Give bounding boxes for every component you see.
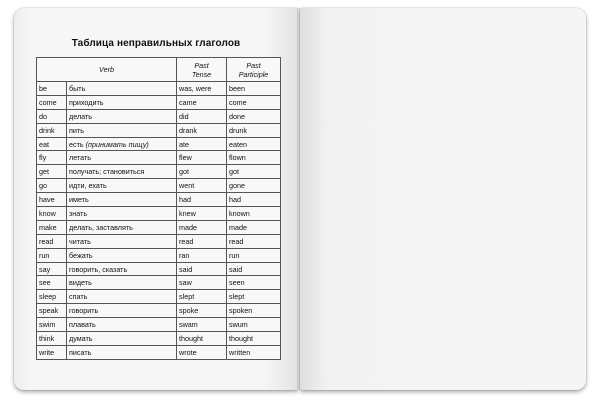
table-row bbox=[37, 137, 281, 151]
cell-translation bbox=[67, 248, 177, 262]
table-row bbox=[37, 207, 281, 221]
irregular-verbs-table bbox=[36, 57, 281, 360]
cell-infinitive: go bbox=[37, 179, 67, 193]
cell-past-participle: slept bbox=[227, 290, 281, 304]
table-row bbox=[37, 304, 281, 318]
cell-translation bbox=[67, 123, 177, 137]
cell-past-participle: been bbox=[227, 82, 281, 96]
translation-text: идти, ехать bbox=[69, 181, 107, 191]
cell-translation bbox=[67, 220, 177, 234]
cell-translation bbox=[67, 193, 177, 207]
cell-infinitive: have bbox=[37, 193, 67, 207]
cell-infinitive: fly bbox=[37, 151, 67, 165]
cell-infinitive: be bbox=[37, 82, 67, 96]
translation-text: есть bbox=[69, 139, 86, 149]
right-page bbox=[300, 8, 586, 390]
cell-past-tense: ate bbox=[177, 137, 227, 151]
cell-past-tense: drank bbox=[177, 123, 227, 137]
header-past-participle-line1: Past bbox=[246, 60, 261, 70]
cell-past-tense: was, were bbox=[177, 82, 227, 96]
translation-text: говорить bbox=[69, 306, 99, 316]
cell-past-participle: drunk bbox=[227, 123, 281, 137]
cell-translation bbox=[67, 207, 177, 221]
cell-past-participle: got bbox=[227, 165, 281, 179]
cell-past-tense: wrote bbox=[177, 345, 227, 359]
header-past-tense bbox=[177, 58, 227, 82]
translation-text: делать bbox=[69, 111, 93, 121]
table-row bbox=[37, 95, 281, 109]
cell-past-participle: swum bbox=[227, 318, 281, 332]
cell-past-tense: flew bbox=[177, 151, 227, 165]
table-row bbox=[37, 276, 281, 290]
cell-past-tense: saw bbox=[177, 276, 227, 290]
cell-past-tense: did bbox=[177, 109, 227, 123]
left-page bbox=[14, 8, 298, 390]
cell-translation bbox=[67, 151, 177, 165]
cell-translation bbox=[67, 95, 177, 109]
cell-translation bbox=[67, 234, 177, 248]
cell-infinitive: speak bbox=[37, 304, 67, 318]
cell-past-participle: thought bbox=[227, 332, 281, 346]
cell-past-participle: spoken bbox=[227, 304, 281, 318]
cell-infinitive: swim bbox=[37, 318, 67, 332]
cell-past-participle: written bbox=[227, 345, 281, 359]
cell-infinitive: come bbox=[37, 95, 67, 109]
page-title: Таблица неправильных глаголов bbox=[71, 38, 241, 49]
cell-infinitive: drink bbox=[37, 123, 67, 137]
cell-translation bbox=[67, 262, 177, 276]
translation-text: пить bbox=[69, 125, 84, 135]
translation-text: получать; становиться bbox=[69, 167, 145, 177]
translation-note: (принимать пищу) bbox=[85, 139, 149, 149]
cell-past-participle: had bbox=[227, 193, 281, 207]
open-notebook bbox=[14, 8, 586, 390]
cell-infinitive: know bbox=[37, 207, 67, 221]
cell-past-tense: swam bbox=[177, 318, 227, 332]
table-row bbox=[37, 151, 281, 165]
cell-past-tense: got bbox=[177, 165, 227, 179]
cell-past-tense: read bbox=[177, 234, 227, 248]
cell-past-tense: spoke bbox=[177, 304, 227, 318]
cell-past-participle: said bbox=[227, 262, 281, 276]
table-row bbox=[37, 123, 281, 137]
cell-past-participle: gone bbox=[227, 179, 281, 193]
cell-infinitive: get bbox=[37, 165, 67, 179]
cell-past-tense: thought bbox=[177, 332, 227, 346]
cell-past-tense: knew bbox=[177, 207, 227, 221]
translation-text: приходить bbox=[69, 97, 104, 107]
translation-text: иметь bbox=[69, 195, 89, 205]
cell-past-participle: read bbox=[227, 234, 281, 248]
cell-past-participle: done bbox=[227, 109, 281, 123]
translation-text: спать bbox=[69, 292, 88, 302]
cell-past-tense: had bbox=[177, 193, 227, 207]
table-row bbox=[37, 82, 281, 96]
translation-text: видеть bbox=[69, 278, 92, 288]
header-past-participle bbox=[227, 58, 281, 82]
cell-infinitive: read bbox=[37, 234, 67, 248]
cell-past-tense: went bbox=[177, 179, 227, 193]
translation-text: писать bbox=[69, 347, 92, 357]
table-row bbox=[37, 248, 281, 262]
translation-text: говорить, сказать bbox=[69, 264, 128, 274]
cell-infinitive: see bbox=[37, 276, 67, 290]
table-row bbox=[37, 165, 281, 179]
table-row bbox=[37, 318, 281, 332]
table-row bbox=[37, 290, 281, 304]
cell-past-participle: eaten bbox=[227, 137, 281, 151]
cell-translation bbox=[67, 165, 177, 179]
cell-past-participle: made bbox=[227, 220, 281, 234]
cell-past-participle: flown bbox=[227, 151, 281, 165]
cell-infinitive: do bbox=[37, 109, 67, 123]
table-row bbox=[37, 345, 281, 359]
header-past-tense-line2: Tense bbox=[191, 69, 212, 79]
table-header-row bbox=[37, 58, 281, 82]
translation-text: читать bbox=[69, 236, 91, 246]
translation-text: плавать bbox=[69, 320, 96, 330]
cell-infinitive: eat bbox=[37, 137, 67, 151]
translation-text: быть bbox=[69, 83, 86, 93]
cell-infinitive: think bbox=[37, 332, 67, 346]
table-row bbox=[37, 332, 281, 346]
cell-translation bbox=[67, 137, 177, 151]
cell-translation bbox=[67, 109, 177, 123]
header-past-participle-line2: Participle bbox=[238, 69, 269, 79]
table-row bbox=[37, 262, 281, 276]
cell-past-tense: ran bbox=[177, 248, 227, 262]
cell-infinitive: write bbox=[37, 345, 67, 359]
cell-past-tense: said bbox=[177, 262, 227, 276]
cell-infinitive: run bbox=[37, 248, 67, 262]
cell-past-participle: run bbox=[227, 248, 281, 262]
cell-translation bbox=[67, 332, 177, 346]
cell-past-participle: known bbox=[227, 207, 281, 221]
cell-translation bbox=[67, 345, 177, 359]
cell-past-tense: made bbox=[177, 220, 227, 234]
cell-translation bbox=[67, 82, 177, 96]
table-row bbox=[37, 193, 281, 207]
translation-text: знать bbox=[69, 208, 88, 218]
header-verb: Verb bbox=[37, 58, 177, 82]
cell-translation bbox=[67, 304, 177, 318]
table-row bbox=[37, 234, 281, 248]
cell-translation bbox=[67, 290, 177, 304]
cell-infinitive: say bbox=[37, 262, 67, 276]
translation-text: бежать bbox=[69, 250, 93, 260]
cell-past-participle: come bbox=[227, 95, 281, 109]
cell-infinitive: make bbox=[37, 220, 67, 234]
cell-past-participle: seen bbox=[227, 276, 281, 290]
cell-translation bbox=[67, 318, 177, 332]
cell-past-tense: came bbox=[177, 95, 227, 109]
translation-text: делать, заставлять bbox=[69, 222, 133, 232]
table-row bbox=[37, 220, 281, 234]
header-past-tense-line1: Past bbox=[194, 60, 209, 70]
cell-translation bbox=[67, 276, 177, 290]
translation-text: думать bbox=[69, 333, 93, 343]
cell-infinitive: sleep bbox=[37, 290, 67, 304]
cell-past-tense: slept bbox=[177, 290, 227, 304]
cell-translation bbox=[67, 179, 177, 193]
table-row bbox=[37, 179, 281, 193]
translation-text: летать bbox=[69, 153, 92, 163]
table-row bbox=[37, 109, 281, 123]
